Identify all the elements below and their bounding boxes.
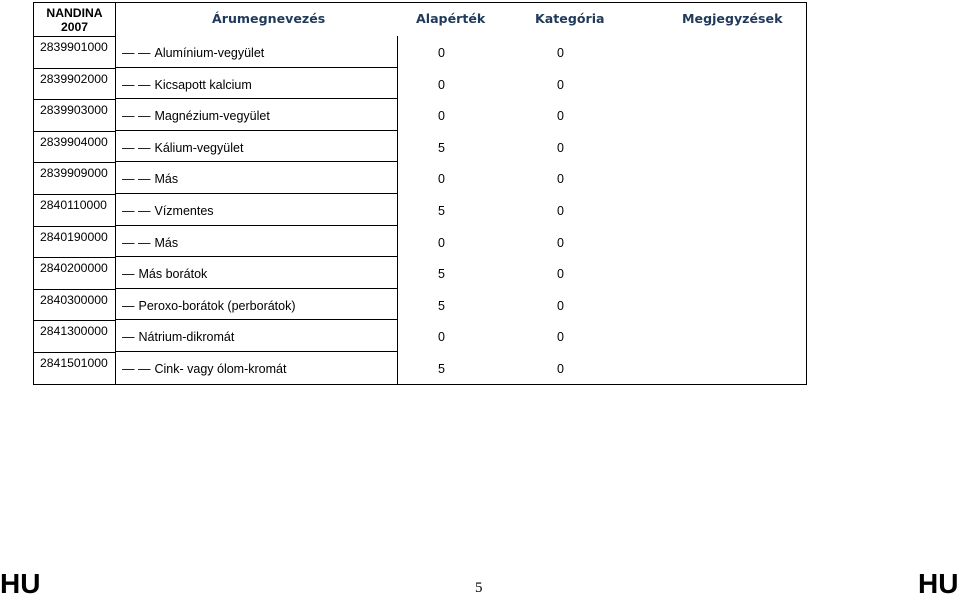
category-value: 0 xyxy=(557,235,564,250)
header-category: Kategória xyxy=(535,11,605,26)
base-rate-value: 5 xyxy=(438,140,445,155)
product-name: Más borátok xyxy=(138,267,208,282)
base-rate-value: 5 xyxy=(438,362,445,376)
product-name: Nátrium-dikromát xyxy=(138,330,235,345)
product-name: Kicsapott kalcium xyxy=(154,77,252,92)
product-row xyxy=(122,78,252,92)
product-name: Más xyxy=(154,235,179,250)
nandina-year: 2007 xyxy=(60,20,89,34)
row-divider xyxy=(116,130,397,131)
header-notes: Megjegyzések xyxy=(682,11,783,26)
indent-dash: — xyxy=(122,267,135,282)
base-rate-value: 0 xyxy=(438,172,445,187)
category-value: 0 xyxy=(557,298,564,313)
product-name: Kálium-vegyület xyxy=(154,140,244,155)
description-area xyxy=(115,2,807,385)
product-row xyxy=(122,236,178,250)
row-divider xyxy=(116,351,397,352)
code-cell: 2839901000 xyxy=(34,37,115,69)
product-name: Alumínium-vegyület xyxy=(154,46,265,60)
category-value: 0 xyxy=(557,109,564,124)
indent-dash: — — xyxy=(122,140,151,155)
product-row xyxy=(122,330,234,344)
tariff-table xyxy=(33,2,806,385)
indent-dash: — xyxy=(122,330,135,345)
row-divider xyxy=(116,256,397,257)
row-divider xyxy=(116,288,397,289)
row-divider xyxy=(116,161,397,162)
product-row xyxy=(122,204,214,218)
product-row xyxy=(122,46,264,60)
code-cell: 2840110000 xyxy=(34,195,115,227)
code-cell: 2841501000 xyxy=(40,356,108,370)
base-rate-value: 0 xyxy=(438,109,445,124)
indent-dash: — — xyxy=(122,204,151,218)
code-cell: 2840300000 xyxy=(34,290,115,322)
page-number: 5 xyxy=(475,580,483,596)
code-header xyxy=(34,3,115,37)
indent-dash: — — xyxy=(122,77,151,92)
row-divider xyxy=(116,193,397,194)
product-name: Vízmentes xyxy=(154,204,214,218)
column-divider xyxy=(397,36,398,384)
footer-lang-left: HU xyxy=(0,568,41,599)
indent-dash: — — xyxy=(122,46,151,60)
category-value: 0 xyxy=(557,172,564,187)
category-value: 0 xyxy=(557,204,564,218)
category-value: 0 xyxy=(557,46,564,60)
base-rate-value: 0 xyxy=(438,235,445,250)
indent-dash: — — xyxy=(122,362,151,376)
product-row xyxy=(122,141,243,155)
category-value: 0 xyxy=(557,267,564,282)
base-rate-value: 5 xyxy=(438,298,445,313)
row-divider xyxy=(116,98,397,99)
code-cell: 2840190000 xyxy=(34,227,115,259)
base-rate-value: 5 xyxy=(438,267,445,282)
product-name: Más xyxy=(154,172,179,187)
category-value: 0 xyxy=(557,330,564,345)
category-value: 0 xyxy=(557,77,564,92)
product-name: Magnézium-vegyület xyxy=(154,109,270,124)
product-row xyxy=(122,109,270,123)
base-rate-value: 0 xyxy=(438,330,445,345)
row-divider xyxy=(116,67,397,68)
product-row xyxy=(122,362,286,376)
code-cell: 2839904000 xyxy=(34,132,115,164)
indent-dash: — xyxy=(122,298,135,313)
footer-lang-right: HU xyxy=(918,568,959,599)
code-cell: 2839902000 xyxy=(34,69,115,101)
header-product-name: Árumegnevezés xyxy=(212,11,326,26)
base-rate-value: 0 xyxy=(438,77,445,92)
row-divider xyxy=(116,225,397,226)
category-value: 0 xyxy=(557,362,564,376)
product-name: Peroxo-borátok (perborátok) xyxy=(138,298,296,313)
code-cell: 2841300000 xyxy=(34,321,115,353)
product-row xyxy=(122,172,178,186)
row-divider xyxy=(116,319,397,320)
base-rate-value: 5 xyxy=(438,204,445,218)
base-rate-value: 0 xyxy=(438,46,445,60)
header-base-rate: Alapérték xyxy=(416,11,486,26)
code-column xyxy=(33,2,115,385)
indent-dash: — — xyxy=(122,109,151,124)
indent-dash: — — xyxy=(122,235,151,250)
code-cell: 2839909000 xyxy=(34,163,115,195)
product-row xyxy=(122,299,296,313)
product-name: Cink- vagy ólom-kromát xyxy=(154,362,287,376)
code-cell: 2839903000 xyxy=(34,100,115,132)
indent-dash: — — xyxy=(122,172,151,187)
product-row xyxy=(122,267,207,281)
nandina-label: NANDINA xyxy=(46,6,103,20)
category-value: 0 xyxy=(557,140,564,155)
code-cell: 2840200000 xyxy=(34,258,115,290)
